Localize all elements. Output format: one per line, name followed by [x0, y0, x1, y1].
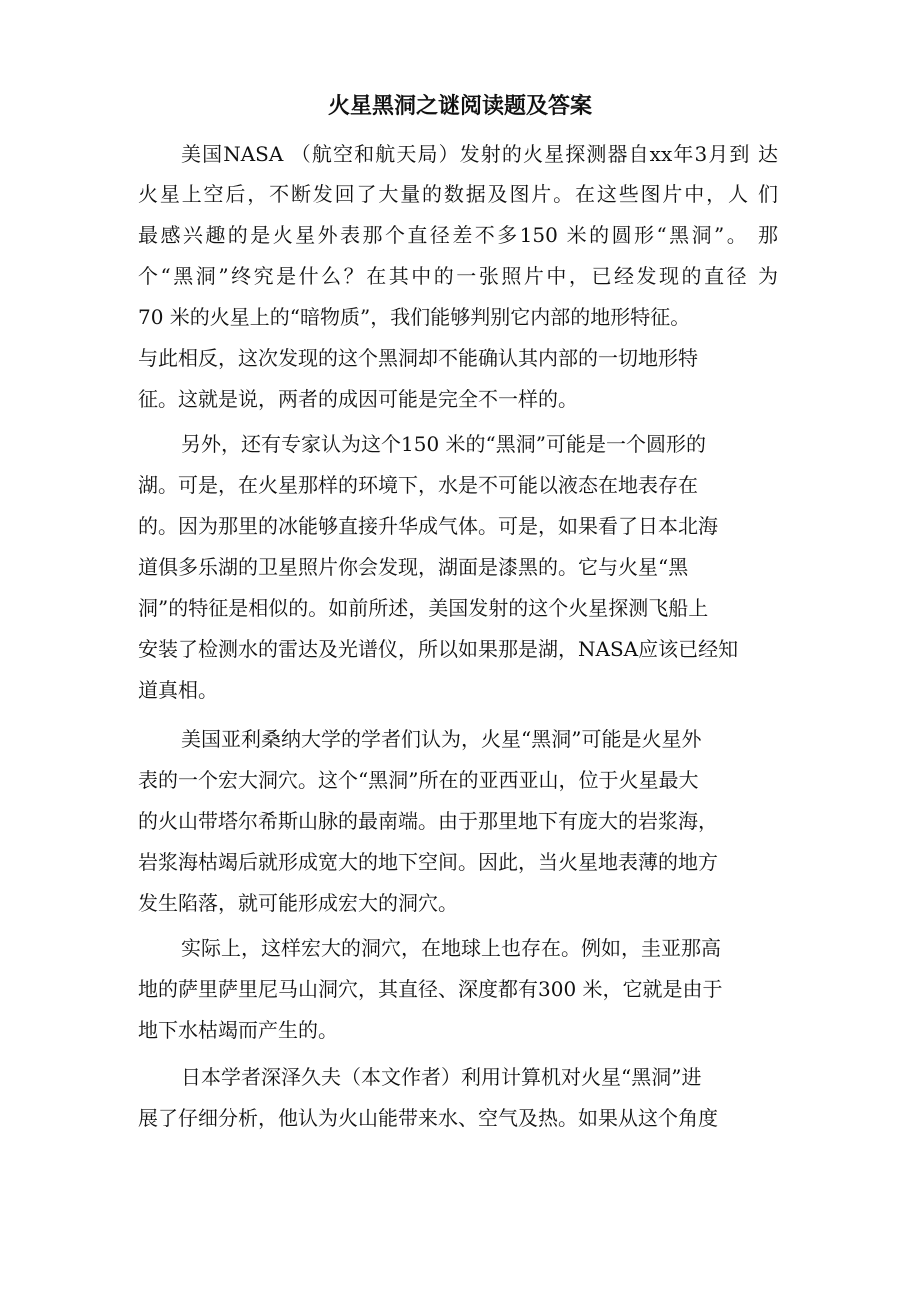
- text-line: 火星上空后，不断发回了大量的数据及图片。在这些图片中，人 们: [138, 182, 778, 206]
- text-line: 征。这就是说，两者的成因可能是完全不一样的。: [138, 387, 578, 411]
- text-line: 与此相反，这次发现的这个黑洞却不能确认其内部的一切地形特: [138, 346, 698, 370]
- text-line: 湖。可是，在火星那样的环境下，水是不可能以液态在地表存在: [138, 473, 698, 497]
- text-line: 岩浆海枯竭后就形成宽大的地下空间。因此，当火星地表薄的地方: [138, 850, 718, 874]
- text-line: 的火山带塔尔希斯山脉的最南端。由于那里地下有庞大的岩浆海，: [138, 809, 718, 833]
- text-line: 美国NASA （航空和航天局）发射的火星探测器自xx年3月到 达: [181, 142, 778, 166]
- text-line: 发生陷落，就可能形成宏大的洞穴。: [138, 891, 458, 915]
- text-line: 表的一个宏大洞穴。这个“黑洞”所在的亚西亚山，位于火星最大: [138, 768, 699, 792]
- text-line: 道真相。: [138, 678, 218, 702]
- text-line: 洞”的特征是相似的。如前所述，美国发射的这个火星探测飞船上: [138, 596, 709, 620]
- text-line: 个“黑洞”终究是什么？在其中的一张照片中，已经发现的直径 为: [138, 264, 778, 288]
- text-line: 展了仔细分析，他认为火山能带来水、空气及热。如果从这个角度: [138, 1106, 718, 1130]
- text-line: 最感兴趣的是火星外表那个直径差不多150 米的圆形“黑洞”。 那: [138, 223, 778, 247]
- text-line: 地下水枯竭而产生的。: [138, 1018, 338, 1042]
- text-line: 70 米的火星上的“暗物质”，我们能够判别它内部的地形特征。: [138, 305, 691, 329]
- text-line: 实际上，这样宏大的洞穴，在地球上也存在。例如，圭亚那高: [181, 936, 721, 960]
- document-title: 火星黑洞之谜阅读题及答案: [327, 93, 592, 119]
- text-line: 的。因为那里的冰能够直接升华成气体。可是，如果看了日本北海: [138, 514, 718, 538]
- text-line: 另外，还有专家认为这个150 米的“黑洞”可能是一个圆形的: [181, 432, 706, 456]
- text-line: 安装了检测水的雷达及光谱仪，所以如果那是湖，NASA应该已经知: [138, 637, 739, 661]
- text-line: 日本学者深泽久夫（本文作者）利用计算机对火星“黑洞”进: [181, 1065, 702, 1089]
- text-line: 道俱多乐湖的卫星照片你会发现，湖面是漆黑的。它与火星“黑: [138, 555, 689, 579]
- text-line: 美国亚利桑纳大学的学者们认为，火星“黑洞”可能是火星外: [181, 727, 702, 751]
- text-line: 地的萨里萨里尼马山洞穴，其直径、深度都有300 米，它就是由于: [138, 977, 723, 1001]
